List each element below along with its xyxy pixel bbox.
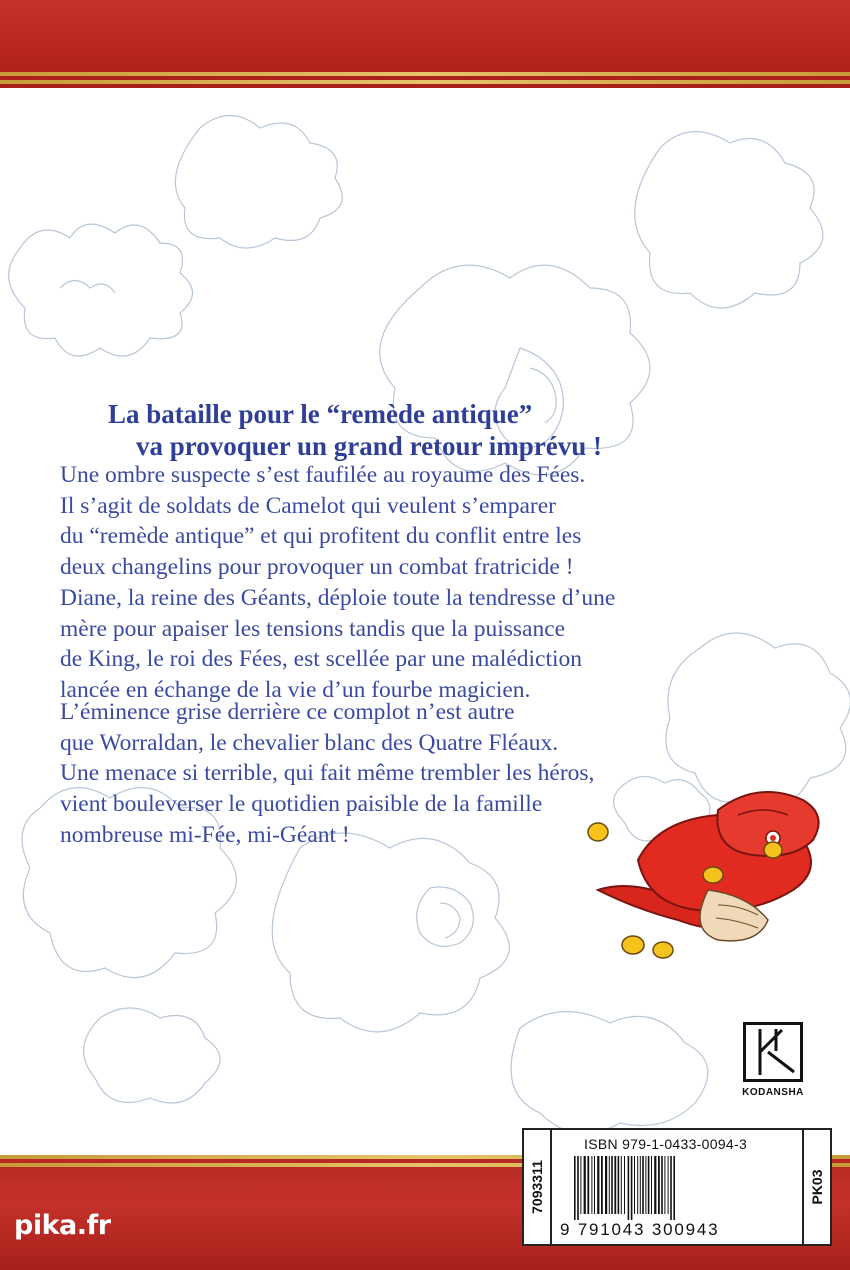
text-line: que Worraldan, le chevalier blanc des Quatre Fléaux. [60,729,559,756]
barcode-bars [572,1156,780,1220]
kodansha-label: KODANSHA [742,1087,804,1098]
kodansha-logo [740,1022,806,1098]
text-line: nombreuse mi-Fée, mi-Géant ! [60,821,350,848]
text-line: lancée en échange de la vie d’un fourbe magicien. [60,676,531,703]
top-red-band [0,0,850,88]
synopsis-paragraph-1 [60,460,700,706]
top-gold-stripe [0,80,850,84]
text-line: vient bouleverser le quotidien paisible de la famille [60,791,543,818]
text-line: Une menace si terrible, qui fait même trembler les héros, [60,760,595,787]
text-line: Diane, la reine des Géants, déploie toute la tendresse d’une [60,584,616,611]
barcode-box [522,1128,832,1246]
text-line: L’éminence grise derrière ce complot n’est autre [60,699,515,725]
barcode-right-code-cell [802,1130,830,1244]
barcode-left-code: 7093311 [529,1160,545,1214]
text-line: de King, le roi des Fées, est scellée par une malédiction [60,646,583,673]
kodansha-logo-mark [743,1022,803,1082]
text-line: mère pour apaiser les tensions tandis que la puissance [60,615,566,642]
isbn-number: ISBN 979-1-0433-0094-3 [584,1136,748,1152]
text-line: Il s’agit de soldats de Camelot qui veulent s’emparer [60,492,556,519]
text-line: du “remède antique” et qui profitent du conflit entre les [60,523,582,550]
text-line: Une ombre suspecte s’est faufilée au royaume des Fées. [60,462,586,488]
barcode-digits: 9 791043 300943 [560,1220,720,1239]
headline [108,398,628,462]
top-gold-stripe [0,72,850,76]
text-line: deux changelins pour provoquer un combat fratricide ! [60,554,574,581]
barcode-right-code: PK03 [809,1169,825,1205]
barcode-left-code-cell [524,1130,552,1244]
headline-line-2: va provoquer un grand retour imprévu ! [136,431,603,461]
red-pillow-creature-illustration [578,770,828,960]
headline-line-1: La bataille pour le “remède antique” [108,399,533,429]
publisher-website[interactable]: pika.fr [14,1210,111,1241]
